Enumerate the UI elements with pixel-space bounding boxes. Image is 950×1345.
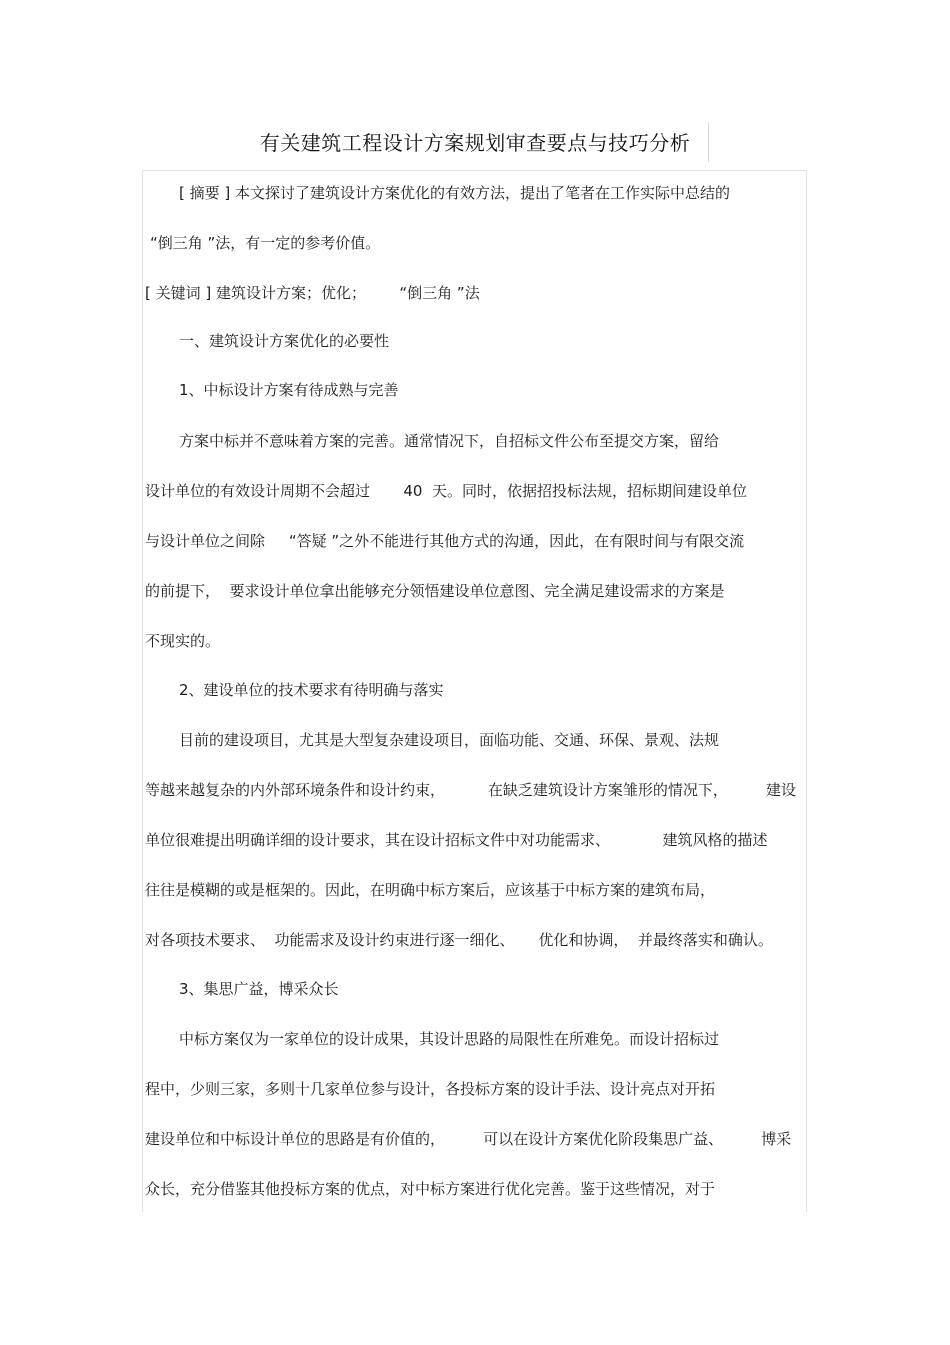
paragraph-line: 的前提下， 要求设计单位拿出能够充分领悟建设单位意图、完全满足建设需求的方案是 bbox=[145, 582, 725, 600]
paragraph-line: 对各项技术要求、 功能需求及设计约束进行逐一细化、 优化和协调， 并最终落实和确认。 bbox=[145, 931, 773, 949]
subheading-1-1: 1、中标设计方案有待成熟与完善 bbox=[179, 381, 399, 399]
paragraph-line: 往往是模糊的或是框架的。因此，在明确中标方案后，应该基于中标方案的建筑布局， bbox=[145, 881, 716, 899]
paragraph-line: 众长，充分借鉴其他投标方案的优点，对中标方案进行优化完善。鉴于这些情况，对于 bbox=[145, 1180, 716, 1198]
section-heading-1: 一、建筑设计方案优化的必要性 bbox=[179, 332, 390, 350]
paragraph-line: 目前的建设项目，尤其是大型复杂建设项目，面临功能、交通、环保、景观、法规 bbox=[179, 731, 720, 749]
paragraph-line: 设计单位的有效设计周期不会超过 40 天。同时，依据招投标法规，招标期间建设单位 bbox=[145, 482, 748, 500]
keywords-line: [ 关键词 ] 建筑设计方案；优化； “倒三角 ”法 bbox=[145, 284, 480, 302]
abstract-line-1: [ 摘要 ] 本文探讨了建筑设计方案优化的有效方法，提出了笔者在工作实际中总结的 bbox=[179, 184, 731, 202]
document-title: 有关建筑工程设计方案规划审查要点与技巧分析 bbox=[259, 131, 691, 155]
paragraph-line: 程中，少则三家，多则十几家单位参与设计，各投标方案的设计手法、设计亮点对开拓 bbox=[145, 1080, 716, 1098]
paragraph-line: 等越来越复杂的内外部环境条件和设计约束， 在缺乏建筑设计方案雏形的情况下， 建设 bbox=[145, 781, 797, 799]
paragraph-line: 不现实的。 bbox=[145, 632, 221, 650]
paragraph-line: 建设单位和中标设计单位的思路是有价值的， 可以在设计方案优化阶段集思广益、 博采 bbox=[145, 1130, 792, 1148]
paragraph-line: 方案中标并不意味着方案的完善。通常情况下，自招标文件公布至提交方案，留给 bbox=[179, 432, 720, 450]
paragraph-line: 与设计单位之间除 “答疑 ”之外不能进行其他方式的沟通，因此，在有限时间与有限交流 bbox=[145, 532, 745, 550]
abstract-line-2: “倒三角 ”法，有一定的参考价值。 bbox=[150, 234, 381, 252]
paragraph-line: 单位很难提出明确详细的设计要求，其在设计招标文件中对功能需求、 建筑风格的描述 bbox=[145, 831, 768, 849]
paragraph-line: 中标方案仅为一家单位的设计成果，其设计思路的局限性在所难免。而设计招标过 bbox=[179, 1030, 720, 1048]
subheading-1-3: 3、集思广益，博采众长 bbox=[179, 980, 339, 998]
subheading-1-2: 2、建设单位的技术要求有待明确与落实 bbox=[179, 681, 444, 699]
